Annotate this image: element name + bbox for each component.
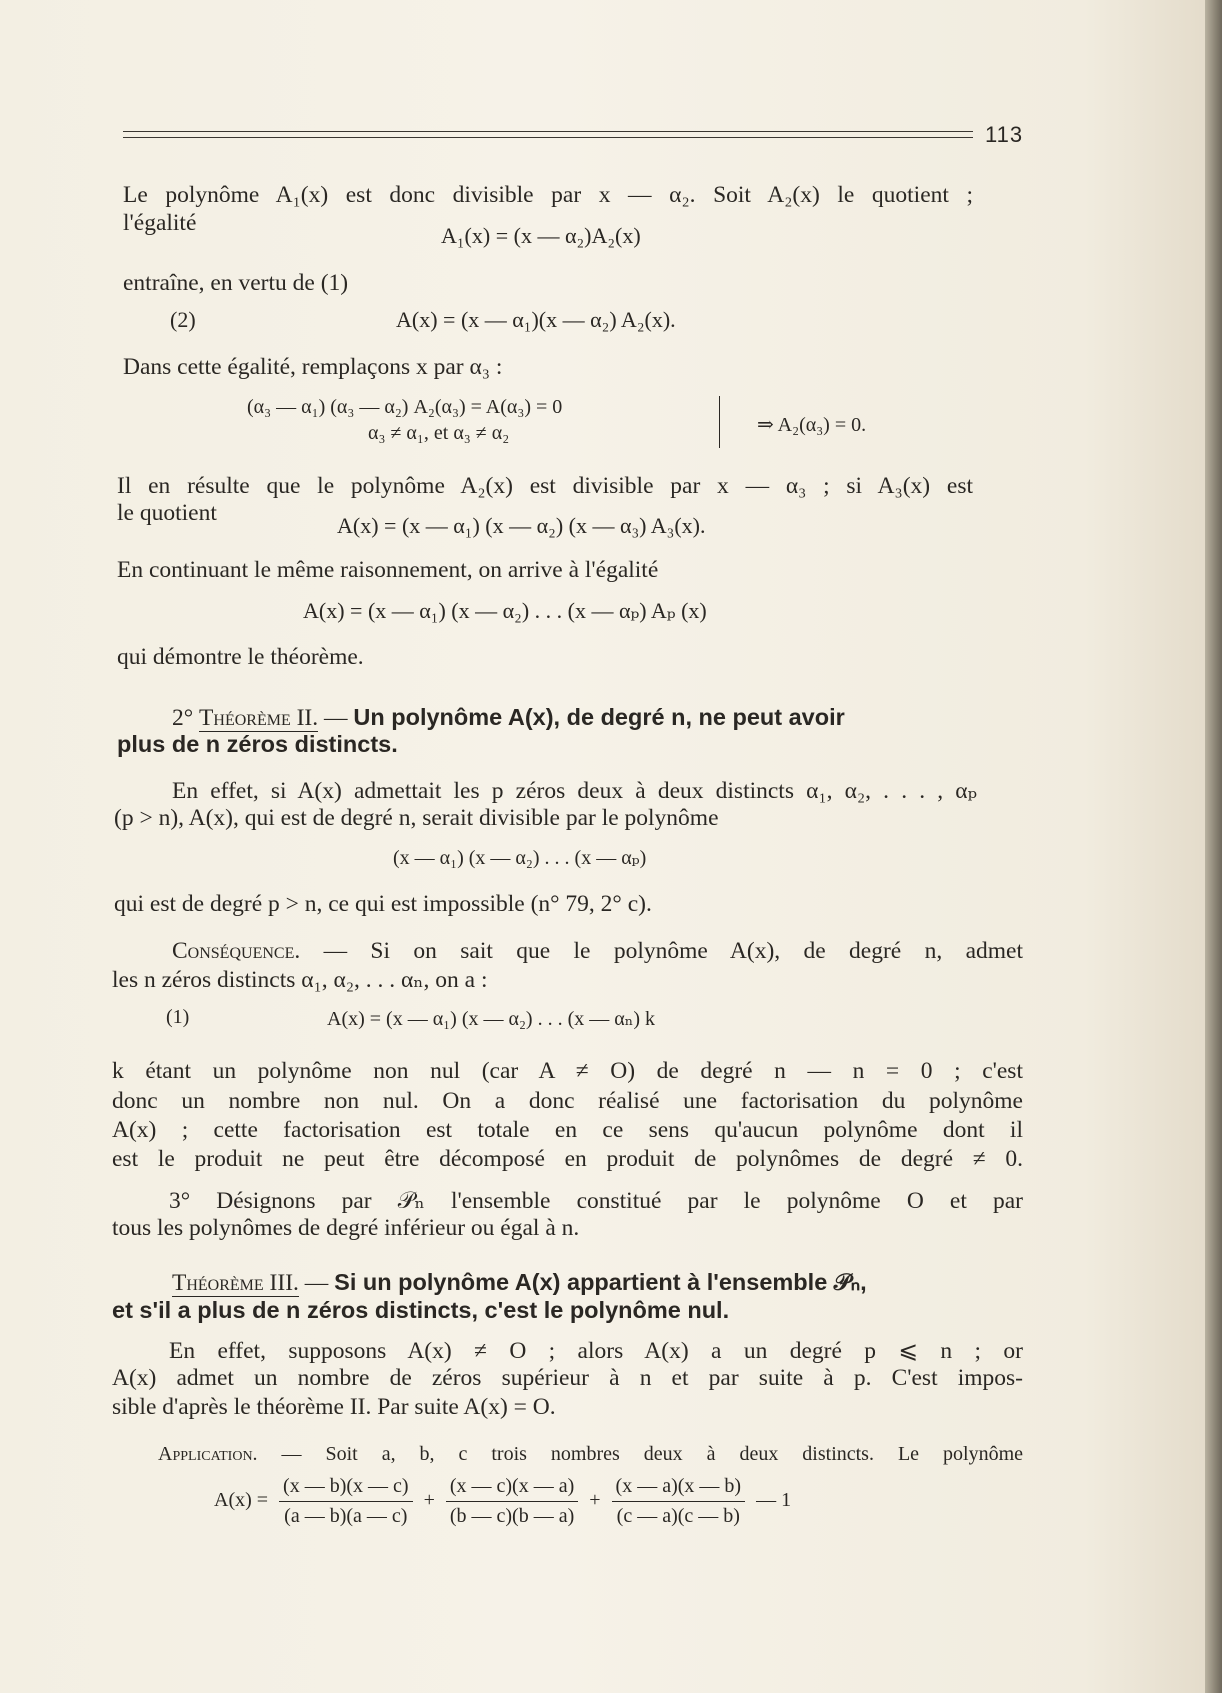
denominator: (c — a)(c — b) [616, 1505, 740, 1527]
text-line: l'égalité [123, 210, 197, 236]
text-line: En effet, si A(x) admettait les p zéros deux à deux distincts α₁, α₂, . . . , αₚ [172, 778, 977, 804]
fraction [612, 1475, 746, 1528]
application-line [158, 1443, 1023, 1466]
theorem-2-heading [172, 704, 845, 732]
text-line: est le produit ne peut être décomposé en produit de polynômes de degré ≠ 0. [112, 1146, 1023, 1172]
equation-tag: (2) [170, 307, 196, 332]
equation: ⇒ A₂(α₃) = 0. [757, 414, 867, 436]
text-line: Le polynôme A₁(x) est donc divisible par x — α₂. Soit A₂(x) le quotient ; [123, 182, 973, 208]
text-line: le quotient [117, 500, 217, 526]
text-line: k étant un polynôme non nul (car A ≠ O) de degré n — n = 0 ; c'est [112, 1058, 1023, 1084]
text-line: Dans cette égalité, remplaçons x par α₃ : [123, 354, 503, 380]
text-line: sible d'après le théorème II. Par suite A(x) = O. [112, 1394, 556, 1420]
dash: — [318, 705, 354, 731]
book-spine [1205, 0, 1222, 1693]
text-line: 3° Désignons par 𝒫ₙ l'ensemble constitué par le polynôme O et par [169, 1188, 1023, 1214]
consequence-line [172, 938, 1023, 965]
header-rule-bottom [123, 137, 973, 138]
text-line: donc un nombre non nul. On a donc réalisé une factorisation du polynôme [112, 1088, 1023, 1114]
equation-tag: (1) [166, 1006, 190, 1028]
fraction-equation [214, 1475, 791, 1528]
equation-lhs: A(x) = [214, 1489, 269, 1512]
theorem-statement: Si un polynôme A(x) appartient à l'ensemble 𝒫ₙ, [334, 1269, 867, 1295]
text-line: tous les polynômes de degré inférieur ou égal à n. [112, 1215, 580, 1241]
equation-tail: — 1 [756, 1489, 792, 1512]
text-line: qui est de degré p > n, ce qui est impossible (n° 79, 2° c). [114, 891, 652, 917]
header-rule-top [123, 131, 973, 132]
text-line: entraîne, en vertu de (1) [123, 270, 349, 296]
application-label: Application. [158, 1443, 258, 1465]
denominator: (b — c)(b — a) [449, 1505, 575, 1527]
equation: (x — α₁) (x — α₂) . . . (x — αₚ) [393, 847, 647, 869]
text-line: qui démontre le théorème. [117, 644, 364, 670]
fraction [279, 1475, 413, 1528]
numerator: (x — c)(x — a) [446, 1475, 578, 1502]
text-line: A(x) ; cette factorisation est totale en ce sens qu'aucun polynôme dont il [112, 1117, 1023, 1143]
theorem-label: Théorème III. [172, 1270, 299, 1296]
equation: A(x) = (x — α₁)(x — α₂) A₂(x). [396, 307, 676, 332]
denominator: (a — b)(a — c) [284, 1505, 408, 1527]
text-line: En continuant le même raisonnement, on arrive à l'égalité [117, 557, 659, 583]
section-number: 2° [172, 705, 200, 731]
theorem-statement: Un polynôme A(x), de degré n, ne peut avoir [353, 704, 845, 730]
text-line: Il en résulte que le polynôme A₂(x) est divisible par x — α₃ ; si A₃(x) est [117, 473, 973, 499]
theorem-3-heading [172, 1268, 867, 1297]
plus-sign: + [423, 1489, 435, 1512]
text-span: — Si on sait que le polynôme A(x), de degré n, admet [300, 938, 1023, 964]
equation: A₁(x) = (x — α₂)A₂(x) [441, 223, 641, 248]
numerator: (x — b)(x — c) [279, 1475, 413, 1502]
equation: A(x) = (x — α₁) (x — α₂) . . . (x — αₚ) Aₚ (x) [303, 598, 707, 623]
implication-bar [719, 396, 720, 448]
equation: α₃ ≠ α₁, et α₃ ≠ α₂ [368, 422, 510, 444]
numerator: (x — a)(x — b) [612, 1475, 746, 1502]
equation: (α₃ — α₁) (α₃ — α₂) A₂(α₃) = A(α₃) = 0 [247, 396, 563, 418]
text-span: — Soit a, b, c trois nombres deux à deux distincts. Le polynôme [257, 1443, 1023, 1465]
page-number: 113 [985, 122, 1024, 147]
text-line: (p > n), A(x), qui est de degré n, serait divisible par le polynôme [114, 805, 719, 831]
equation: A(x) = (x — α₁) (x — α₂) (x — α₃) A₃(x). [337, 513, 706, 538]
text-line: A(x) admet un nombre de zéros supérieur à n et par suite à p. C'est impos- [112, 1365, 1023, 1391]
dash: — [298, 1270, 335, 1296]
plus-sign: + [589, 1489, 601, 1512]
text-line: les n zéros distincts α₁, α₂, . . . αₙ, on a : [112, 967, 488, 993]
theorem-statement: plus de n zéros distincts. [117, 731, 398, 757]
theorem-label: Théorème II. [199, 705, 319, 731]
theorem-statement: et s'il a plus de n zéros distincts, c'est le polynôme nul. [112, 1297, 730, 1323]
text-line: En effet, supposons A(x) ≠ O ; alors A(x) a un degré p ⩽ n ; or [169, 1338, 1023, 1364]
consequence-label: Conséquence. [172, 938, 301, 964]
fraction [446, 1475, 578, 1528]
equation: A(x) = (x — α₁) (x — α₂) . . . (x — αₙ) k [327, 1008, 656, 1030]
